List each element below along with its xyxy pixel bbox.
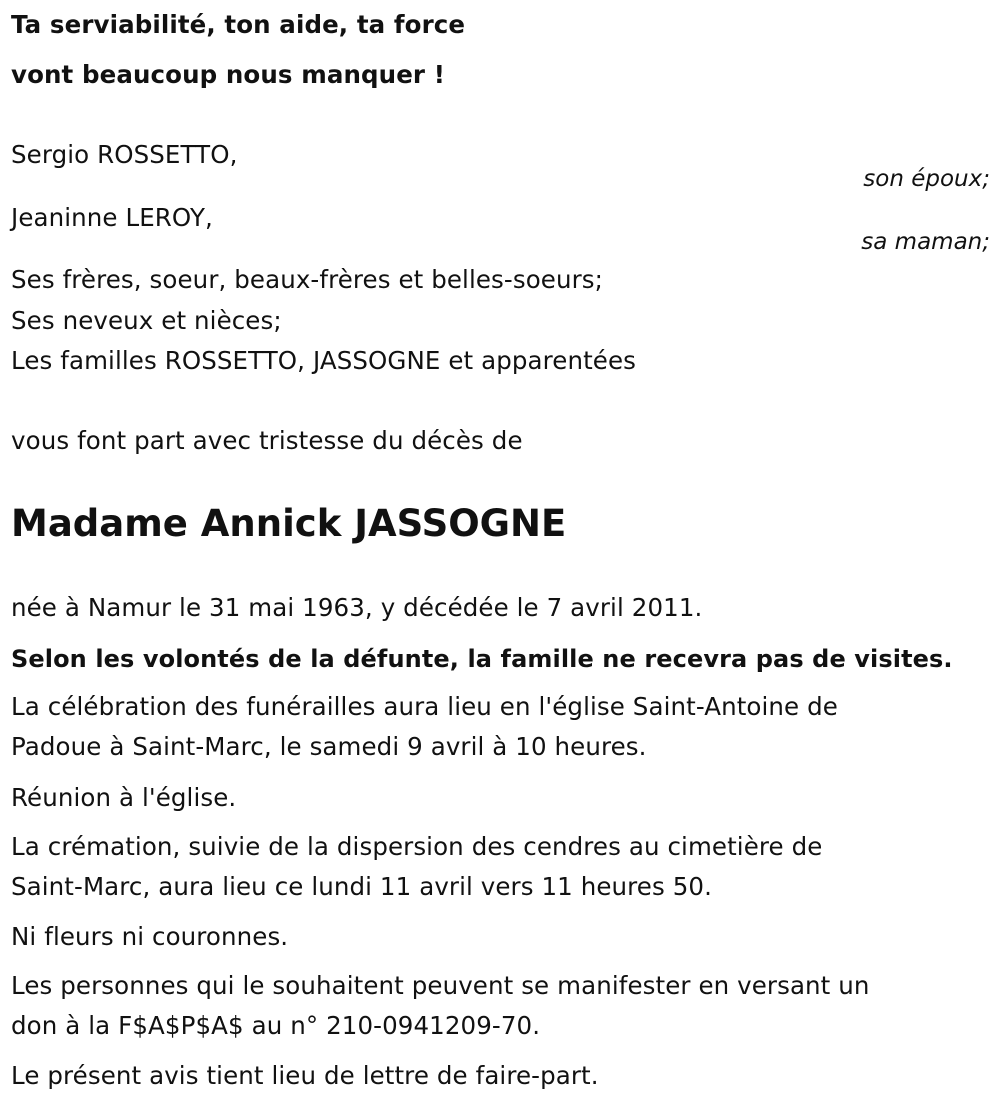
families-line: Les familles ROSSETTO, JASSOGNE et apparentées [11,346,637,375]
announcement-text: vous font part avec tristesse du décès de [11,426,523,455]
ceremony-line-2: Padoue à Saint-Marc, le samedi 9 avril à 10 heures. [11,732,647,761]
deceased-name: Madame Annick JASSOGNE [11,502,567,545]
siblings-line: Ses frères, soeur, beaux-frères et belles-soeurs; [11,265,603,294]
mother-role: sa maman; [861,229,990,255]
no-visits-line: Selon les volontés de la défunte, la famille ne recevra pas de visites. [11,645,953,673]
donation-line-2: don à la F$A$P$A$ au n° 210-0941209-70. [11,1011,541,1040]
tagline-line-2: vont beaucoup nous manquer ! [11,60,445,89]
mother-name: Jeaninne LEROY, [11,203,213,232]
no-flowers-line: Ni fleurs ni couronnes. [11,922,289,951]
meeting-line: Réunion à l'église. [11,783,237,812]
donation-line-1: Les personnes qui le souhaitent peuvent se manifester en versant un [11,971,870,1000]
ceremony-line-1: La célébration des funérailles aura lieu en l'église Saint-Antoine de [11,692,838,721]
cremation-line-2: Saint-Marc, aura lieu ce lundi 11 avril vers 11 heures 50. [11,872,712,901]
birth-death-line: née à Namur le 31 mai 1963, y décédée le 7 avril 2011. [11,593,703,622]
cremation-line-1: La crémation, suivie de la dispersion des cendres au cimetière de [11,832,823,861]
tagline-line-1: Ta serviabilité, ton aide, ta force [11,10,466,39]
nephews-line: Ses neveux et nièces; [11,306,282,335]
notice-line: Le présent avis tient lieu de lettre de faire-part. [11,1061,599,1090]
spouse-name: Sergio ROSSETTO, [11,140,238,169]
spouse-role: son époux; [863,166,990,192]
